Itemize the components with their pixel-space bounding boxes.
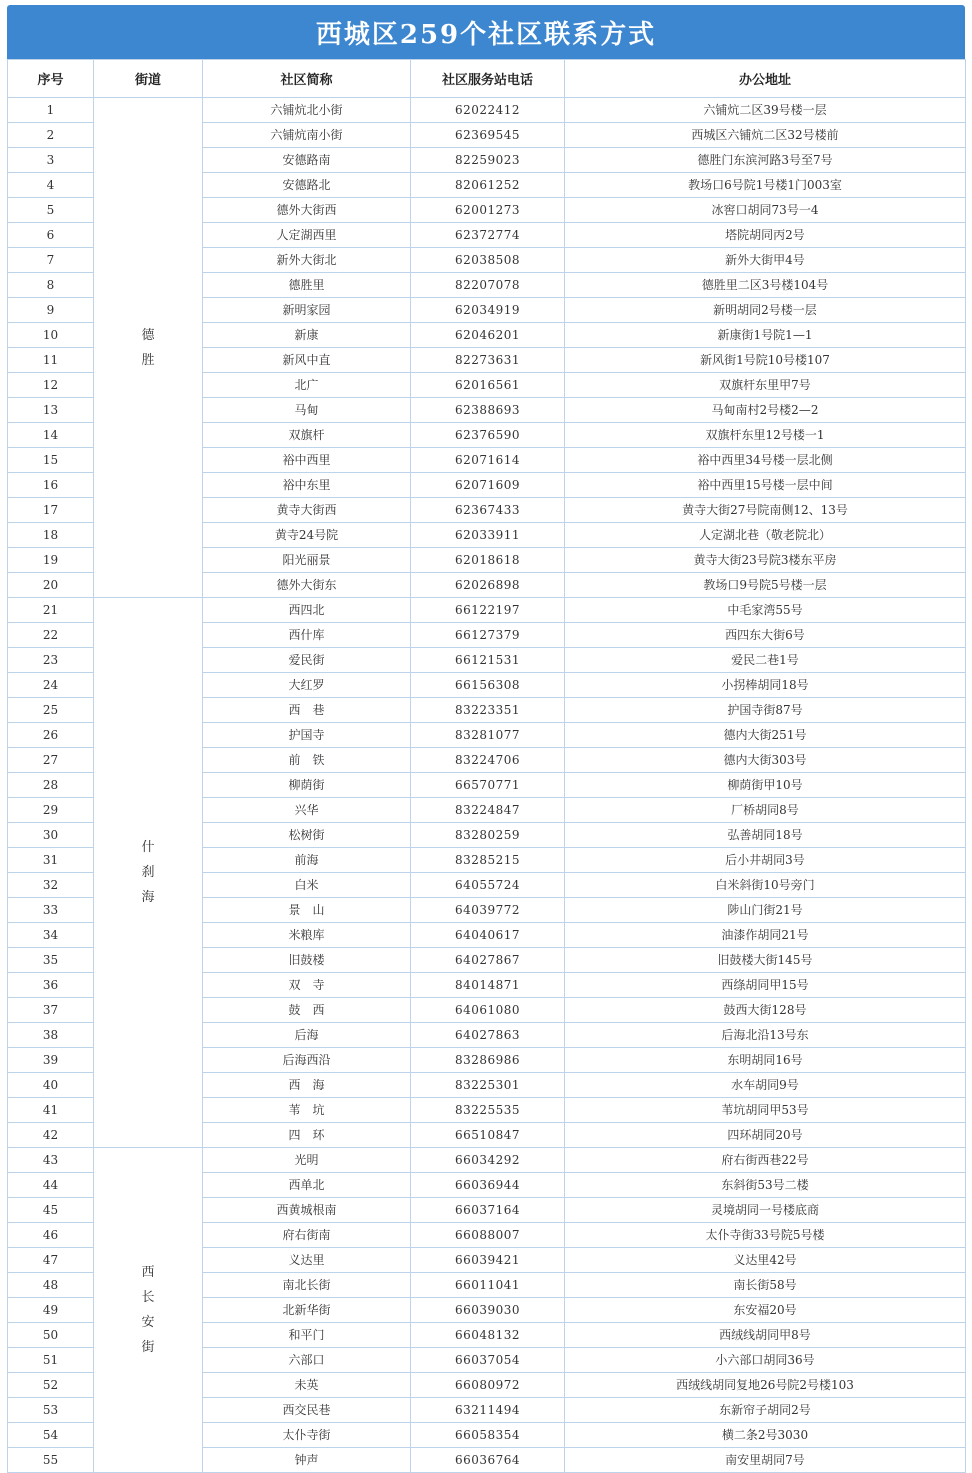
cell-address: 六铺炕二区39号楼一层: [565, 98, 966, 123]
cell-index: 12: [8, 373, 94, 398]
cell-community: 西四北: [203, 598, 411, 623]
cell-address: 西绒线胡同甲8号: [565, 1323, 966, 1348]
cell-address: 西绒线胡同复地26号院2号楼103: [565, 1373, 966, 1398]
cell-index: 16: [8, 473, 94, 498]
street-name-char: 胜: [141, 352, 155, 368]
cell-community: 六铺炕南小街: [203, 123, 411, 148]
cell-address: 马甸南村2号楼2—2: [565, 398, 966, 423]
cell-address: 塔院胡同丙2号: [565, 223, 966, 248]
cell-phone: 66037164: [411, 1198, 565, 1223]
cell-community: 六部口: [203, 1348, 411, 1373]
cell-community: 四 环: [203, 1123, 411, 1148]
cell-phone: 62372774: [411, 223, 565, 248]
cell-community: 后海: [203, 1023, 411, 1048]
cell-address: 护国寺街87号: [565, 698, 966, 723]
cell-community: 裕中西里: [203, 448, 411, 473]
cell-address: 东新帘子胡同2号: [565, 1398, 966, 1423]
cell-index: 53: [8, 1398, 94, 1423]
table-body: [8, 98, 966, 1473]
street-name-char: 什: [141, 840, 155, 855]
cell-phone: 83225301: [411, 1073, 565, 1098]
street-name-char: 海: [141, 890, 155, 905]
cell-index: 6: [8, 223, 94, 248]
cell-index: 14: [8, 423, 94, 448]
cell-phone: 64027863: [411, 1023, 565, 1048]
cell-address: 南长街58号: [565, 1273, 966, 1298]
cell-phone: 64039772: [411, 898, 565, 923]
cell-index: 2: [8, 123, 94, 148]
cell-phone: 66039421: [411, 1248, 565, 1273]
table-row: [8, 1148, 966, 1173]
cell-phone: 62046201: [411, 323, 565, 348]
cell-index: 24: [8, 673, 94, 698]
cell-index: 28: [8, 773, 94, 798]
table-row: [8, 598, 966, 623]
cell-index: 45: [8, 1198, 94, 1223]
cell-community: 未英: [203, 1373, 411, 1398]
cell-index: 29: [8, 798, 94, 823]
cell-index: 41: [8, 1098, 94, 1123]
cell-address: 黄寺大街27号院南侧12、13号: [565, 498, 966, 523]
cell-index: 31: [8, 848, 94, 873]
cell-community: 南北长街: [203, 1273, 411, 1298]
cell-address: 太仆寺街33号院5号楼: [565, 1223, 966, 1248]
cell-index: 19: [8, 548, 94, 573]
cell-address: 后海北沿13号东: [565, 1023, 966, 1048]
cell-phone: 66048132: [411, 1323, 565, 1348]
cell-phone: 62034919: [411, 298, 565, 323]
cell-address: 西城区六铺炕二区32号楼前: [565, 123, 966, 148]
cell-address: 苇坑胡同甲53号: [565, 1098, 966, 1123]
cell-phone: 63211494: [411, 1398, 565, 1423]
cell-community: 新外大街北: [203, 248, 411, 273]
cell-index: 23: [8, 648, 94, 673]
header-phone: 社区服务站电话: [411, 60, 565, 98]
cell-phone: 83224847: [411, 798, 565, 823]
cell-community: 德外大街西: [203, 198, 411, 223]
cell-address: 东明胡同16号: [565, 1048, 966, 1073]
cell-community: 兴华: [203, 798, 411, 823]
cell-address: 裕中西里34号楼一层北侧: [565, 448, 966, 473]
cell-community: 爱民街: [203, 648, 411, 673]
cell-index: 1: [8, 98, 94, 123]
header-index: 序号: [8, 60, 94, 98]
cell-community: 和平门: [203, 1323, 411, 1348]
table-row: [8, 98, 966, 123]
cell-address: 旧鼓楼大街145号: [565, 948, 966, 973]
cell-phone: 64027867: [411, 948, 565, 973]
cell-phone: 66036944: [411, 1173, 565, 1198]
cell-address: 西绦胡同甲15号: [565, 973, 966, 998]
cell-community: 安德路北: [203, 173, 411, 198]
cell-address: 灵境胡同一号楼底商: [565, 1198, 966, 1223]
cell-address: 中毛家湾55号: [565, 598, 966, 623]
cell-community: 大红罗: [203, 673, 411, 698]
cell-community: 安德路南: [203, 148, 411, 173]
cell-phone: 66058354: [411, 1423, 565, 1448]
cell-address: 厂桥胡同8号: [565, 798, 966, 823]
street-name-char: 德: [141, 327, 155, 343]
cell-address: 白米斜街10号旁门: [565, 873, 966, 898]
cell-street: [94, 1148, 203, 1473]
page-title: 西城区259个社区联系方式: [7, 5, 965, 59]
cell-phone: 62016561: [411, 373, 565, 398]
cell-phone: 62071614: [411, 448, 565, 473]
cell-index: 11: [8, 348, 94, 373]
cell-community: 新明家园: [203, 298, 411, 323]
cell-phone: 66039030: [411, 1298, 565, 1323]
cell-phone: 66037054: [411, 1348, 565, 1373]
cell-community: 苇 坑: [203, 1098, 411, 1123]
cell-address: 东安福20号: [565, 1298, 966, 1323]
street-name-char: 西: [141, 1265, 155, 1280]
cell-phone: 83285215: [411, 848, 565, 873]
cell-index: 43: [8, 1148, 94, 1173]
cell-address: 德内大街303号: [565, 748, 966, 773]
cell-index: 36: [8, 973, 94, 998]
cell-address: 裕中西里15号楼一层中间: [565, 473, 966, 498]
cell-community: 前 铁: [203, 748, 411, 773]
cell-index: 27: [8, 748, 94, 773]
cell-address: 新风街1号院10号楼107: [565, 348, 966, 373]
cell-index: 4: [8, 173, 94, 198]
cell-phone: 66034292: [411, 1148, 565, 1173]
cell-phone: 66127379: [411, 623, 565, 648]
cell-address: 鼓西大街128号: [565, 998, 966, 1023]
cell-phone: 66036764: [411, 1448, 565, 1473]
cell-phone: 83286986: [411, 1048, 565, 1073]
cell-phone: 83281077: [411, 723, 565, 748]
cell-phone: 66122197: [411, 598, 565, 623]
cell-address: 双旗杆东里12号楼一1: [565, 423, 966, 448]
cell-community: 光明: [203, 1148, 411, 1173]
cell-community: 双 寺: [203, 973, 411, 998]
cell-index: 50: [8, 1323, 94, 1348]
cell-community: 太仆寺街: [203, 1423, 411, 1448]
cell-index: 18: [8, 523, 94, 548]
cell-index: 13: [8, 398, 94, 423]
cell-phone: 62018618: [411, 548, 565, 573]
cell-community: 六铺炕北小街: [203, 98, 411, 123]
cell-address: 新明胡同2号楼一层: [565, 298, 966, 323]
cell-index: 5: [8, 198, 94, 223]
cell-community: 人定湖西里: [203, 223, 411, 248]
cell-address: 人定湖北巷（敬老院北）: [565, 523, 966, 548]
cell-community: 鼓 西: [203, 998, 411, 1023]
cell-community: 松树街: [203, 823, 411, 848]
cell-address: 德胜里二区3号楼104号: [565, 273, 966, 298]
cell-index: 39: [8, 1048, 94, 1073]
cell-community: 裕中东里: [203, 473, 411, 498]
cell-index: 26: [8, 723, 94, 748]
cell-community: 双旗杆: [203, 423, 411, 448]
cell-phone: 83225535: [411, 1098, 565, 1123]
page: [7, 5, 965, 1473]
cell-community: 西 海: [203, 1073, 411, 1098]
street-name-char: 长: [141, 1290, 155, 1305]
cell-index: 46: [8, 1223, 94, 1248]
cell-address: 弘善胡同18号: [565, 823, 966, 848]
cell-phone: 62038508: [411, 248, 565, 273]
cell-phone: 62026898: [411, 573, 565, 598]
cell-address: 横二条2号3030: [565, 1423, 966, 1448]
cell-phone: 83280259: [411, 823, 565, 848]
cell-phone: 64061080: [411, 998, 565, 1023]
cell-community: 府右街南: [203, 1223, 411, 1248]
cell-index: 32: [8, 873, 94, 898]
community-table: [7, 59, 966, 1473]
cell-community: 北新华街: [203, 1298, 411, 1323]
cell-phone: 66510847: [411, 1123, 565, 1148]
cell-phone: 64055724: [411, 873, 565, 898]
cell-address: 新康街1号院1—1: [565, 323, 966, 348]
cell-phone: 82207078: [411, 273, 565, 298]
cell-index: 54: [8, 1423, 94, 1448]
table-header-row: [8, 60, 966, 98]
cell-address: 四环胡同20号: [565, 1123, 966, 1148]
cell-community: 德胜里: [203, 273, 411, 298]
cell-community: 白米: [203, 873, 411, 898]
header-address: 办公地址: [565, 60, 966, 98]
cell-community: 后海西沿: [203, 1048, 411, 1073]
cell-street: [94, 598, 203, 1148]
cell-address: 东斜街53号二楼: [565, 1173, 966, 1198]
cell-address: 教场口6号院1号楼1门003室: [565, 173, 966, 198]
cell-phone: 62367433: [411, 498, 565, 523]
cell-index: 40: [8, 1073, 94, 1098]
cell-address: 德内大街251号: [565, 723, 966, 748]
cell-address: 新外大街甲4号: [565, 248, 966, 273]
cell-index: 9: [8, 298, 94, 323]
cell-community: 西 巷: [203, 698, 411, 723]
cell-index: 30: [8, 823, 94, 848]
cell-community: 西交民巷: [203, 1398, 411, 1423]
cell-street: [94, 98, 203, 598]
cell-community: 护国寺: [203, 723, 411, 748]
cell-phone: 84014871: [411, 973, 565, 998]
cell-community: 义达里: [203, 1248, 411, 1273]
cell-address: 义达里42号: [565, 1248, 966, 1273]
cell-phone: 62071609: [411, 473, 565, 498]
cell-community: 柳荫街: [203, 773, 411, 798]
cell-community: 新风中直: [203, 348, 411, 373]
cell-address: 爱民二巷1号: [565, 648, 966, 673]
cell-index: 21: [8, 598, 94, 623]
cell-phone: 62376590: [411, 423, 565, 448]
cell-community: 黄寺24号院: [203, 523, 411, 548]
street-name-char: 安: [141, 1315, 155, 1330]
cell-phone: 62369545: [411, 123, 565, 148]
cell-phone: 83224706: [411, 748, 565, 773]
cell-address: 双旗杆东里甲7号: [565, 373, 966, 398]
cell-phone: 83223351: [411, 698, 565, 723]
cell-address: 油漆作胡同21号: [565, 923, 966, 948]
cell-index: 20: [8, 573, 94, 598]
cell-index: 17: [8, 498, 94, 523]
cell-phone: 62022412: [411, 98, 565, 123]
cell-index: 52: [8, 1373, 94, 1398]
cell-index: 48: [8, 1273, 94, 1298]
cell-index: 47: [8, 1248, 94, 1273]
cell-index: 35: [8, 948, 94, 973]
cell-index: 7: [8, 248, 94, 273]
cell-phone: 82273631: [411, 348, 565, 373]
cell-index: 22: [8, 623, 94, 648]
cell-phone: 82061252: [411, 173, 565, 198]
cell-index: 3: [8, 148, 94, 173]
street-name-char: 刹: [141, 865, 155, 880]
cell-community: 米粮库: [203, 923, 411, 948]
cell-index: 34: [8, 923, 94, 948]
cell-index: 10: [8, 323, 94, 348]
cell-phone: 66011041: [411, 1273, 565, 1298]
cell-index: 15: [8, 448, 94, 473]
cell-address: 南安里胡同7号: [565, 1448, 966, 1473]
cell-address: 德胜门东滨河路3号至7号: [565, 148, 966, 173]
cell-address: 冰窖口胡同73号一4: [565, 198, 966, 223]
cell-community: 旧鼓楼: [203, 948, 411, 973]
header-street: 街道: [94, 60, 203, 98]
cell-community: 阳光丽景: [203, 548, 411, 573]
street-name-char: 街: [141, 1340, 155, 1355]
cell-phone: 62033911: [411, 523, 565, 548]
cell-phone: 64040617: [411, 923, 565, 948]
cell-phone: 82259023: [411, 148, 565, 173]
cell-phone: 66570771: [411, 773, 565, 798]
cell-index: 37: [8, 998, 94, 1023]
cell-address: 西四东大街6号: [565, 623, 966, 648]
cell-community: 马甸: [203, 398, 411, 423]
cell-community: 西黄城根南: [203, 1198, 411, 1223]
cell-address: 黄寺大街23号院3楼东平房: [565, 548, 966, 573]
cell-community: 新康: [203, 323, 411, 348]
cell-address: 后小井胡同3号: [565, 848, 966, 873]
header-community: 社区简称: [203, 60, 411, 98]
cell-phone: 66080972: [411, 1373, 565, 1398]
cell-index: 42: [8, 1123, 94, 1148]
cell-index: 8: [8, 273, 94, 298]
cell-phone: 66156308: [411, 673, 565, 698]
cell-address: 小拐棒胡同18号: [565, 673, 966, 698]
cell-phone: 66088007: [411, 1223, 565, 1248]
cell-address: 小六部口胡同36号: [565, 1348, 966, 1373]
cell-address: 水车胡同9号: [565, 1073, 966, 1098]
cell-phone: 62001273: [411, 198, 565, 223]
cell-index: 44: [8, 1173, 94, 1198]
cell-community: 北广: [203, 373, 411, 398]
cell-community: 西单北: [203, 1173, 411, 1198]
cell-community: 西什库: [203, 623, 411, 648]
cell-community: 景 山: [203, 898, 411, 923]
cell-community: 黄寺大街西: [203, 498, 411, 523]
cell-phone: 62388693: [411, 398, 565, 423]
cell-index: 25: [8, 698, 94, 723]
cell-index: 55: [8, 1448, 94, 1473]
cell-address: 教场口9号院5号楼一层: [565, 573, 966, 598]
cell-community: 德外大街东: [203, 573, 411, 598]
cell-address: 陟山门街21号: [565, 898, 966, 923]
cell-address: 柳荫街甲10号: [565, 773, 966, 798]
cell-community: 钟声: [203, 1448, 411, 1473]
cell-index: 33: [8, 898, 94, 923]
cell-index: 49: [8, 1298, 94, 1323]
cell-phone: 66121531: [411, 648, 565, 673]
cell-community: 前海: [203, 848, 411, 873]
cell-index: 51: [8, 1348, 94, 1373]
cell-address: 府右街西巷22号: [565, 1148, 966, 1173]
cell-index: 38: [8, 1023, 94, 1048]
